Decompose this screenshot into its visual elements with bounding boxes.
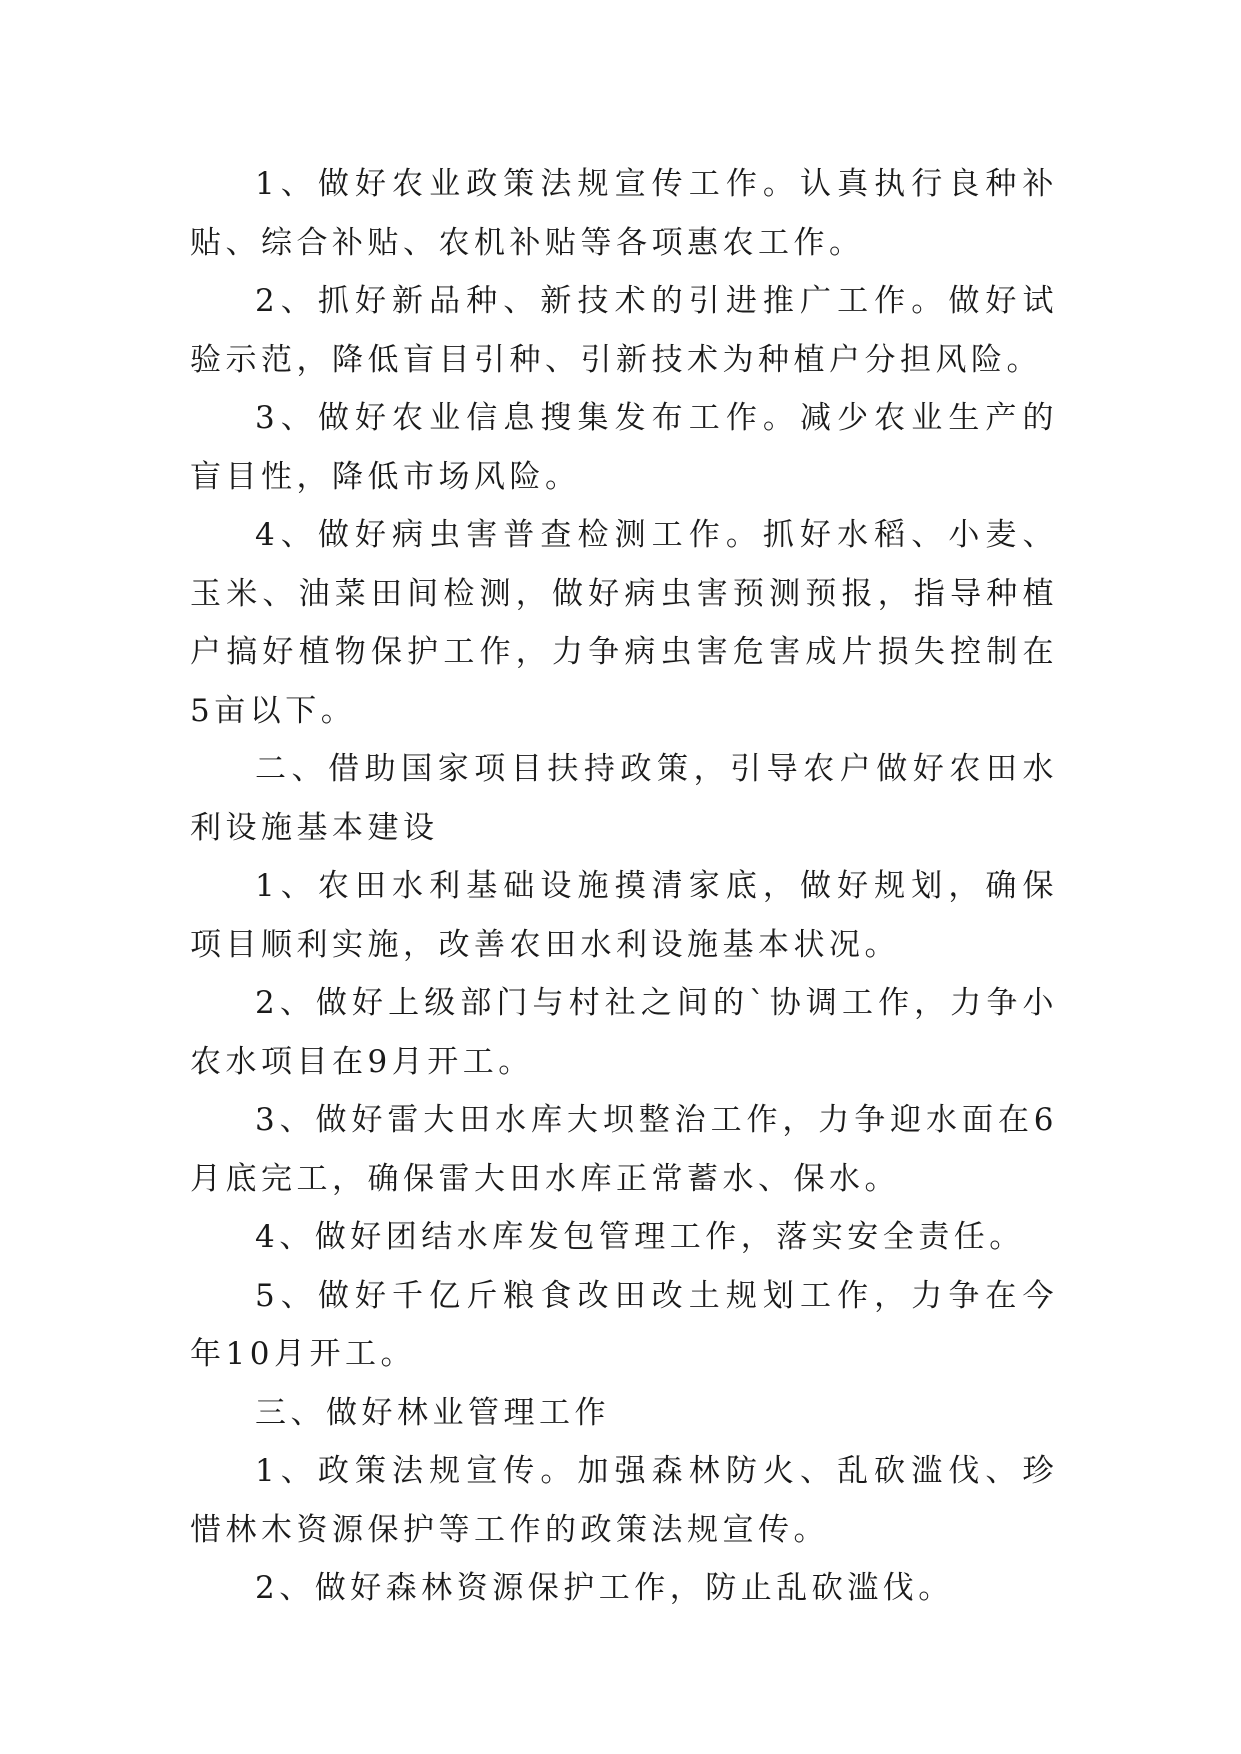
section-heading-irrigation: 二、借助国家项目扶持政策，引导农户做好农田水利设施基本建设 bbox=[190, 751, 1058, 846]
paragraph-reservoir-contract: 4、做好团结水库发包管理工作，落实安全责任。 bbox=[255, 1219, 1025, 1255]
paragraph-forest-protection: 2、做好森林资源保护工作，防止乱砍滥伐。 bbox=[255, 1570, 954, 1606]
paragraph-forestry-policy: 1、政策法规宣传。加强森林防火、乱砍滥伐、珍惜林木资源保护等工作的政策法规宣传。 bbox=[190, 1453, 1058, 1548]
paragraph-agri-info: 3、做好农业信息搜集发布工作。减少农业生产的盲目性，降低市场风险。 bbox=[190, 400, 1058, 495]
section-heading-forestry: 三、做好林业管理工作 bbox=[255, 1394, 610, 1431]
paragraph-irrigation-survey: 1、农田水利基础设施摸清家底，做好规划，确保项目顺利实施，改善农田水利设施基本状况。 bbox=[190, 868, 1058, 963]
paragraph-new-varieties: 2、抓好新品种、新技术的引进推广工作。做好试验示范，降低盲目引种、引新技术为种植户分担风险。 bbox=[190, 283, 1058, 378]
document-body bbox=[190, 155, 1058, 1618]
paragraph-pest-survey: 4、做好病虫害普查检测工作。抓好水稻、小麦、玉米、油菜田间检测，做好病虫害预测预报，指导种植户搞好植物保护工作，力争病虫害危害成片损失控制在5亩以下。 bbox=[190, 517, 1058, 729]
paragraph-grain-planning: 5、做好千亿斤粮食改田改土规划工作，力争在今年10月开工。 bbox=[190, 1277, 1058, 1372]
paragraph-coordination: 2、做好上级部门与村社之间的`协调工作，力争小农水项目在9月开工。 bbox=[190, 985, 1058, 1080]
paragraph-reservoir-dam: 3、做好雷大田水库大坝整治工作，力争迎水面在6月底完工，确保雷大田水库正常蓄水、保水。 bbox=[190, 1102, 1058, 1197]
paragraph-agri-policy: 1、做好农业政策法规宣传工作。认真执行良种补贴、综合补贴、农机补贴等各项惠农工作。 bbox=[190, 166, 1058, 261]
